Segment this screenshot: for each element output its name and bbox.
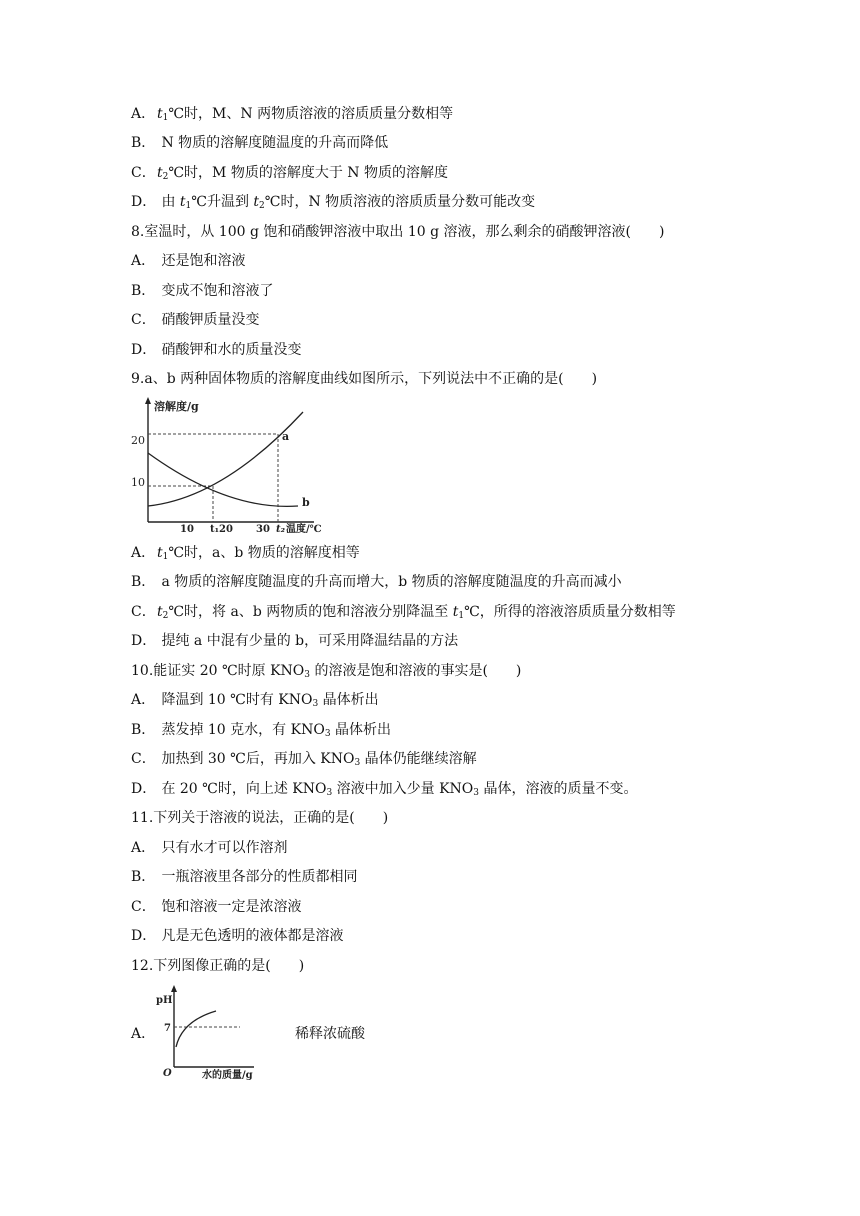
q12-option-a-caption: 稀释浓硫酸 [295, 1026, 365, 1042]
q12-option-a-label: A． [131, 1026, 156, 1042]
q12-ph-figure [154, 985, 266, 1083]
q9-stem: 9.a、b 两种固体物质的溶解度曲线如图所示，下列说法中不正确的是( ) [131, 371, 598, 387]
q12-y-tick-7: 7 [164, 1023, 171, 1034]
q11-option-c: C． 饱和溶液一定是浓溶液 [131, 899, 302, 915]
q8-option-d: D． 硝酸钾和水的质量没变 [131, 342, 302, 358]
q11-option-d: D． 凡是无色透明的液体都是溶液 [131, 928, 344, 944]
q10-stem: 10.能证实 20 ℃时原 $KNO_3$ 的溶液是饱和溶液的事实是( ) [131, 663, 522, 680]
q9-x-tick-t2: t₂ [276, 524, 285, 534]
q9-x-tick-30: 30 [256, 524, 270, 534]
q9-curve-a [148, 412, 303, 506]
q9-curve-a-label: a [282, 430, 290, 443]
q9-x-tick-10: 10 [180, 524, 194, 534]
q9-option-c: C．$t_2℃$时，将 a、b 两物质的饱和溶液分别降温至 $t_1℃$，所得的溶液溶质质量分数相等 [131, 604, 676, 621]
q9-option-a: A． $t_1℃$时，a、b 物质的溶解度相等 [131, 545, 360, 562]
q7-option-c: C．$t_2℃$时，M 物质的溶解度大于 N 物质的溶解度 [131, 165, 448, 182]
q10-option-a: A． 降温到 10 ℃时有 $KNO_3$ 晶体析出 [131, 692, 379, 709]
q10-option-d: D． 在 20 ℃时，向上述 $KNO_3$ 溶液中加入少量 $KNO_3$ 晶体，溶液的质量不变。 [131, 781, 638, 798]
q12-x-axis-label: 水的质量/g [202, 1070, 253, 1081]
q8-stem: 8.室温时，从 100 g 饱和硝酸钾溶液中取出 10 g 溶液，那么剩余的硝酸钾溶液( ) [131, 224, 665, 240]
q8-option-a: A． 还是饱和溶液 [131, 253, 246, 269]
q11-option-b: B． 一瓶溶液里各部分的性质都相同 [131, 869, 358, 885]
q9-y-arrow [145, 397, 151, 404]
q12-stem: 12.下列图像正确的是( ) [131, 958, 305, 974]
q8-option-b: B． 变成不饱和溶液了 [131, 283, 274, 299]
q7-option-d: D． 由 $t_1℃$升温到 $t_2℃$时，N 物质溶液的溶质质量分数可能改变 [131, 194, 536, 211]
q12-y-axis-label: pH [156, 995, 173, 1006]
q9-x-tick-t1-20: t₁20 [210, 524, 233, 534]
q10-option-b: B． 蒸发掉 10 克水，有 $KNO_3$ 晶体析出 [131, 722, 391, 739]
q7-option-a: A． $t_1℃$时，M、N 两物质溶液的溶质质量分数相等 [131, 106, 454, 123]
q11-stem: 11.下列关于溶液的说法，正确的是( ) [131, 810, 389, 826]
q9-y-axis-label: 溶解度/g [154, 400, 199, 413]
q7-option-b: B． N 物质的溶解度随温度的升高而降低 [131, 135, 389, 151]
q11-option-a: A． 只有水才可以作溶剂 [131, 840, 288, 856]
q9-solubility-figure [128, 396, 338, 534]
q9-option-d: D． 提纯 a 中混有少量的 b，可采用降温结晶的方法 [131, 633, 459, 649]
q12-curve [176, 1011, 216, 1047]
q12-y-arrow [171, 985, 177, 992]
q9-option-b: B． a 物质的溶解度随温度的升高而增大，b 物质的溶解度随温度的升高而减小 [131, 574, 622, 590]
q12-origin: O [163, 1068, 172, 1079]
q8-option-c: C． 硝酸钾质量没变 [131, 312, 260, 328]
q10-option-c: C． 加热到 30 ℃后，再加入 $KNO_3$ 晶体仍能继续溶解 [131, 751, 477, 768]
q9-x-axis-label: 温度/℃ [286, 524, 322, 534]
q9-y-tick-20: 20 [131, 434, 145, 447]
q9-y-tick-10: 10 [131, 476, 145, 489]
q9-curve-b-label: b [302, 496, 310, 509]
